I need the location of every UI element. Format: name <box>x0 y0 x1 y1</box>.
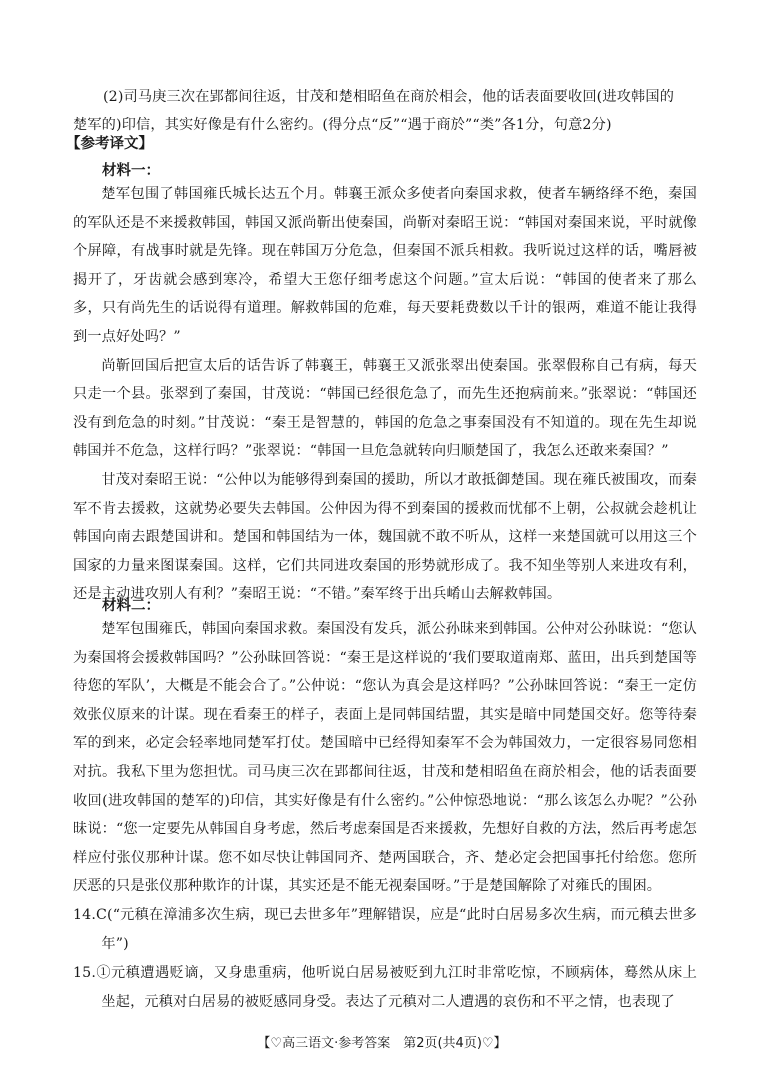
material-2-paragraph-1: 楚军包围雍氏，韩国向秦国求救。秦国没有发兵，派公孙昧来到韩国。公仲对公孙昧说：“您认为秦国将会援救韩国吗？”公孙昧回答说：“秦王是这样说的‘我们要取道南郑、蓝田，出兵到楚国等待您的军队’，大概是不能会合了。”公仲说：“您认为真会是这样吗？”公孙昧回答说：“秦王一定仿效张仪原来的计谋。现在看秦王的样子，表面上是同韩国结盟，其实是暗中同楚国交好。您等待秦军的到来，必定会轻率地同楚军打仗。楚国暗中已经得知秦军不会为韩国效力，一定很容易同您相对抗。我私下里为您担忧。司马庚三次在郢都间往返，甘茂和楚相昭鱼在商於相会，他的话表面要收回(进攻韩国的楚军的)印信，其实好像是有什么密约。”公仲惊恐地说：“那么该怎么办呢？”公孙昧说：“您一定要先从韩国自身考虑，然后考虑秦国是否来援救，先想好自救的方法，然后再考虑怎样应付张仪那种计谋。您不如尽快让韩国同齐、楚两国联合，齐、楚必定会把国事托付给您。您所厌恶的只是张仪那种欺诈的计谋，其实还是不能无视秦国呀。”于是楚国解除了对雍氏的围困。 <box>73 621 697 895</box>
q12-2-line1: (2)司马庚三次在郢都间往返，甘茂和楚相昭鱼在商於相会，他的话表面要收回(进攻韩国的 <box>103 89 675 105</box>
material-1-paragraph-3: 甘茂对秦昭王说：“公仲以为能够得到秦国的援助，所以才敢抵御楚国。现在雍氏被围攻，而秦军不肯去援救，这就势必要失去韩国。公仲因为得不到秦国的援救而忧郁不上朝，公叔就会趁机让韩国向南去跟楚国讲和。楚国和韩国结为一体，魏国就不敢不听从，这样一来楚国就可以用这三个国家的力量来图谋秦国。这样，它们共同进攻秦国的形势就形成了。我不知坐等别人来进攻有利，还是主动进攻别人有利？”秦昭王说：“不错。”秦军终于出兵崤山去解救韩国。 <box>73 471 697 603</box>
page-footer: 【♡高三语文·参考答案 第2页(共4页)♡】 <box>257 1036 507 1051</box>
material-2-body <box>73 615 697 901</box>
q12-2-answer-cont <box>73 111 697 140</box>
question-14-answer <box>73 901 697 958</box>
question-15-text: 15.①元稹遭遇贬谪，又身患重病，他听说白居易被贬到九江时非常吃惊，不顾病体，蓦然从床上坐起，元稹对白居易的被贬感同身受。表达了元稹对二人遭遇的哀伤和不平之情，也表现了 <box>73 965 697 1010</box>
question-15-answer <box>73 959 697 1016</box>
q12-2-line2: 楚军的)印信，其实好像是有什么密约。(得分点“反”“遇于商於”“类”各1分，句意2分) <box>73 117 612 133</box>
material-1-title: 材料一： <box>102 163 160 179</box>
q12-2-answer <box>103 83 697 112</box>
reference-translation-heading: 【参考译文】 <box>66 136 153 152</box>
material-1-paragraph-2: 尚靳回国后把宣太后的话告诉了韩襄王，韩襄王又派张翠出使秦国。张翠假称自己有病，每天只走一个县。张翠到了秦国，甘茂说：“韩国已经很危急了，而先生还抱病前来。”张翠说：“韩国还没有到危急的时刻。”甘茂说：“秦王是智慧的，韩国的危急之事秦国没有不知道的。现在先生却说韩国并不危急，这样行吗？”张翠说：“韩国一旦危急就转向归顺楚国了，我怎么还敢来秦国？” <box>73 357 697 460</box>
material-1-paragraph-1: 楚军包围了韩国雍氏城长达五个月。韩襄王派众多使者向秦国求救，使者车辆络绎不绝，秦国的军队还是不来援救韩国，韩国又派尚靳出使秦国，尚靳对秦昭王说：“韩国对秦国来说，平时就像个屏障，有战事时就是先锋。现在韩国万分危急，但秦国不派兵相救。我听说过这样的话，嘴唇被揭开了，牙齿就会感到寒冷，希望大王您仔细考虑这个问题。”宣太后说：“韩国的使者来了那么多，只有尚先生的话说得有道理。解救韩国的危难，每天要耗费数以千计的银两，难道不能让我得到一点好处吗？” <box>73 186 697 345</box>
material-1-body <box>73 180 697 609</box>
material-2-title: 材料二： <box>102 598 160 614</box>
question-14-text: 14.C(“元稹在漳浦多次生病，现已去世多年”理解错误，应是“此时白居易多次生病，而元稹去世多年”) <box>73 907 697 952</box>
